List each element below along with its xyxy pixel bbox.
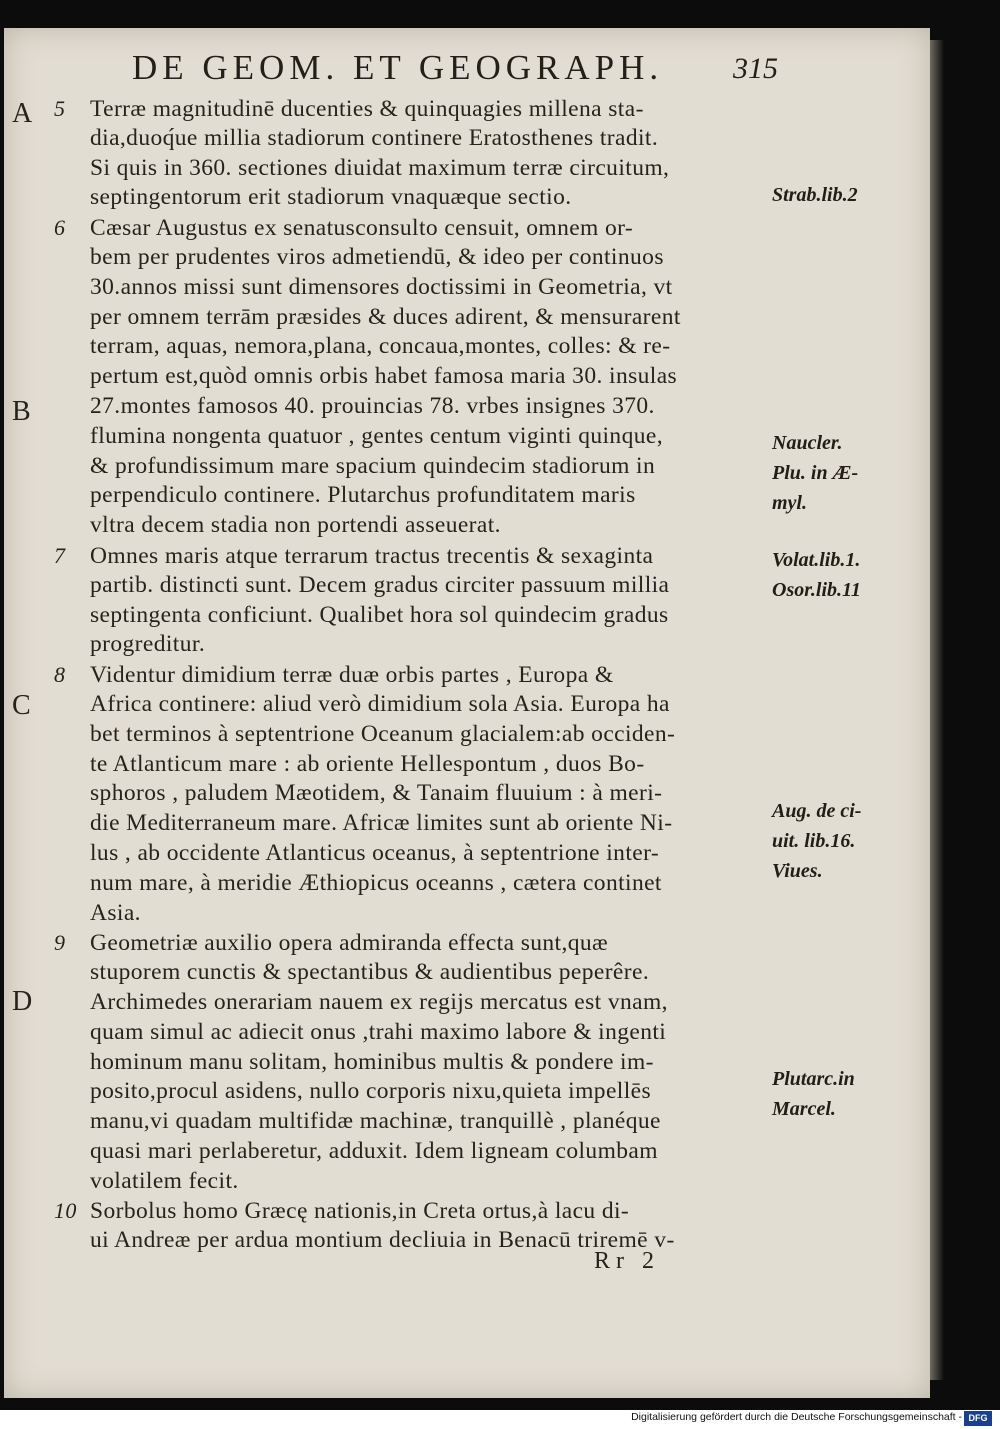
text-line [54,630,774,660]
text-line [54,928,774,958]
text-line [54,273,774,303]
section-letter-c: C [12,690,31,721]
section-letter-a: A [12,98,33,129]
paragraph-number: 7 [54,542,66,568]
line-text: perpendiculo continere. Plutarchus profunditatem maris [90,482,636,509]
line-text: Omnes maris atque terrarum tractus trecentis & sexaginta [90,542,654,569]
signature-mark: Rr 2 [594,1248,660,1274]
text-line [54,601,774,631]
text-line [54,422,774,452]
margin-note-volaterranus: Volat.lib.1. Osor.lib.11 [772,549,861,601]
text-line [54,571,774,601]
text-line [54,1167,774,1197]
text-line [54,958,774,988]
line-text: manu,vi quadam multifidæ machinæ, tranquillè , planéque [90,1108,661,1135]
text-line [54,213,774,243]
text-line [54,809,774,839]
line-text: 27.montes famosos 40. prouincias 78. vrbes insignes 370. [90,392,655,419]
paragraph-number: 10 [54,1198,77,1224]
line-text: volatilem fecit. [90,1167,239,1194]
text-line [54,154,774,184]
margin-note-strabo: Strab.lib.2 [772,184,858,206]
page-edge [930,40,944,1380]
line-text: lus , ab occidente Atlanticus oceanus, à septentrione inter- [90,839,660,866]
line-text: bet terminos à septentrione Oceanum glacialem:ab occiden- [90,720,676,747]
text-line [54,869,774,899]
text-line [54,511,774,541]
line-text: Cæsar Augustus ex senatusconsulto censuit, omnem or- [90,215,634,242]
text-line [54,1137,774,1167]
line-text: hominum manu solitam, hominibus multis & pondere im- [90,1048,654,1075]
text-line [54,690,774,720]
line-text: Africa continere: aliud verò dimidium sola Asia. Europa ha [90,690,670,717]
line-text: partib. distincti sunt. Decem gradus circiter passuum millia [90,571,670,598]
text-line [54,124,774,154]
text-line [54,303,774,333]
line-text: Asia. [90,899,141,926]
paragraph-number: 9 [54,930,66,956]
line-text: Sorbolus homo Græcę nationis,in Creta ortus,à lacu di- [90,1198,630,1225]
text-line [54,750,774,780]
paragraph-number: 8 [54,662,66,688]
line-text: Archimedes onerariam nauem ex regijs mercatus est vnam, [90,988,668,1015]
line-text: flumina nongenta quatuor , gentes centum viginti quinque, [90,422,663,449]
text-line [54,660,774,690]
section-letter-b: B [12,396,31,427]
line-text: pertum est,quòd omnis orbis habet famosa maria 30. insulas [90,363,678,390]
line-text: 30.annos missi sunt dimensores doctissimi in Geometria, vt [90,273,673,300]
text-line [54,183,774,213]
line-text: Terræ magnitudinē ducenties & quinquagies millena sta- [90,96,644,122]
line-text: vltra decem stadia non portendi asseuerat. [90,512,501,539]
line-text: posito,procul asidens, nullo corporis nixu,quieta impellēs [90,1078,652,1105]
text-line [54,362,774,392]
text-line [54,1048,774,1078]
text-line [54,1107,774,1137]
line-text: quam simul ac adiecit onus ,trahi maximo labore & ingenti [90,1018,667,1045]
text-line [54,779,774,809]
line-text: num mare, à meridie Æthiopicus oceanns , cætera continet [90,869,662,896]
line-text: ui Andreæ per ardua montium decliuia in Benacū triremē v- [90,1227,675,1254]
line-text: die Mediterraneum mare. Africæ limites sunt ab oriente Ni- [90,810,673,837]
section-letter-d: D [12,986,33,1017]
line-text: te Atlanticum mare : ab oriente Hellespontum , duos Bo- [90,750,645,777]
text-line [54,988,774,1018]
line-text: bem per prudentes viros admetiendū, & ideo per continuos [90,243,664,270]
body-text [54,94,774,1256]
paragraph-number: 5 [54,96,66,121]
line-text: quasi mari perlaberetur, adduxit. Idem ligneam columbam [90,1137,658,1164]
text-line [54,720,774,750]
line-text: per omnem terrām præsides & duces adirent, & mensurarent [90,303,681,330]
margin-note-plutarch: Plutarc.in Marcel. [772,1068,855,1120]
line-text: Videntur dimidium terræ duæ orbis partes , Europa & [90,662,614,689]
text-line [54,1018,774,1048]
paragraph-number: 6 [54,215,66,241]
text-line [54,1196,774,1226]
dfg-logo: DFG [964,1411,992,1426]
running-head: DE GEOM. ET GEOGRAPH. [132,48,664,87]
text-line [54,392,774,422]
text-line [54,1077,774,1107]
text-line [54,332,774,362]
text-line [54,541,774,571]
line-text: dia,duoq́ue millia stadiorum continere Eratosthenes tradit. [90,124,659,151]
line-text: & profundissimum mare spacium quindecim stadiorum in [90,452,656,479]
line-text: septingenta conficiunt. Qualibet hora sol quindecim gradus [90,601,669,628]
margin-note-nauclerus: Naucler. Plu. in Æ- myl. [772,432,859,514]
text-line [54,94,774,124]
page-number: 315 [733,52,778,85]
digitization-credit: Digitalisierung gefördert durch die Deutsche Forschungsgemeinschaft - [631,1411,962,1423]
text-line [54,243,774,273]
line-text: Si quis in 360. sectiones diuidat maximum terræ circuitum, [90,154,670,181]
text-line [54,481,774,511]
margin-note-augustine: Aug. de ci- uit. lib.16. Viues. [772,800,862,882]
line-text: Geometriæ auxilio opera admiranda effecta sunt,quæ [90,930,609,957]
line-text: terram, aquas, nemora,plana, concaua,montes, colles: & re- [90,333,671,360]
line-text: sphoros , paludem Mæotidem, & Tanaim fluuium : à meri- [90,780,663,807]
text-line [54,899,774,929]
text-line [54,452,774,482]
line-text: stuporem cunctis & spectantibus & audientibus peperêre. [90,959,650,986]
line-text: septingentorum erit stadiorum vnaquæque sectio. [90,184,572,211]
text-line [54,839,774,869]
line-text: progreditur. [90,631,206,658]
